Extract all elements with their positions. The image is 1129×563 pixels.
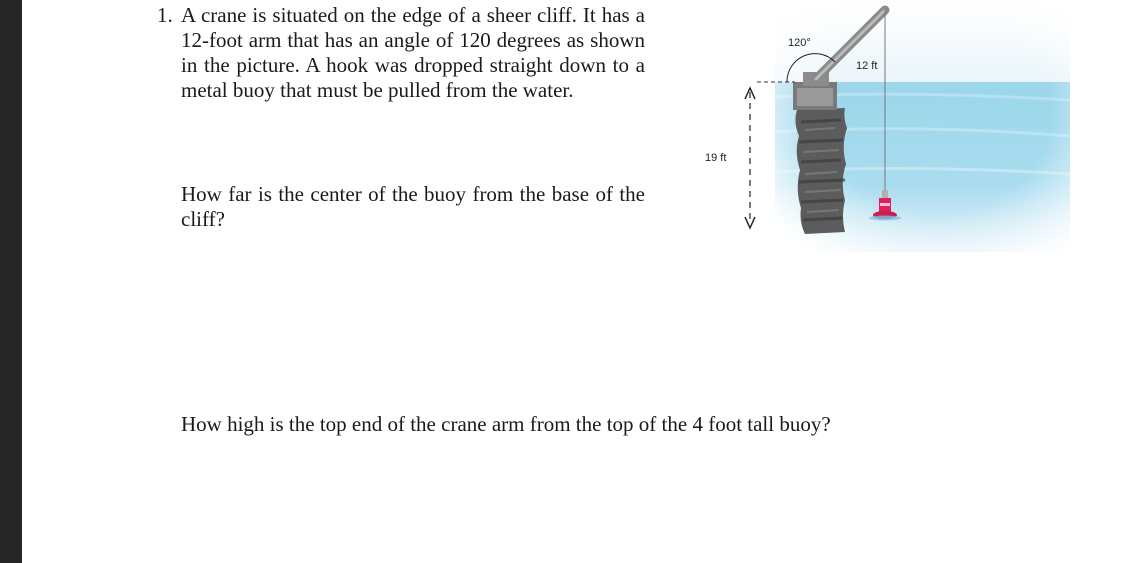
crane-illustration: [695, 2, 1075, 252]
arm-length-label: 12 ft: [856, 60, 878, 72]
cliff-rock: [795, 108, 847, 234]
cliff-height-dimension: [745, 88, 755, 228]
crane-cliff-figure: [695, 2, 1075, 252]
angle-label: 120°: [788, 37, 811, 49]
left-edge-bar: [0, 0, 22, 563]
question-buoy-distance: How far is the center of the buoy from the base of the cliff?: [181, 182, 645, 231]
question-arm-height: How high is the top end of the crane arm from the top of the 4 foot tall buoy?: [181, 412, 831, 436]
problem-number: 1.: [157, 3, 173, 27]
problem-statement: A crane is situated on the edge of a sheer cliff. It has a 12-foot arm that has an angle of 120 degrees as shown in the picture. A hook was dropped straight down to a metal buoy that must be pulled from the water.: [181, 3, 645, 102]
cliff-height-label: 19 ft: [705, 152, 727, 164]
